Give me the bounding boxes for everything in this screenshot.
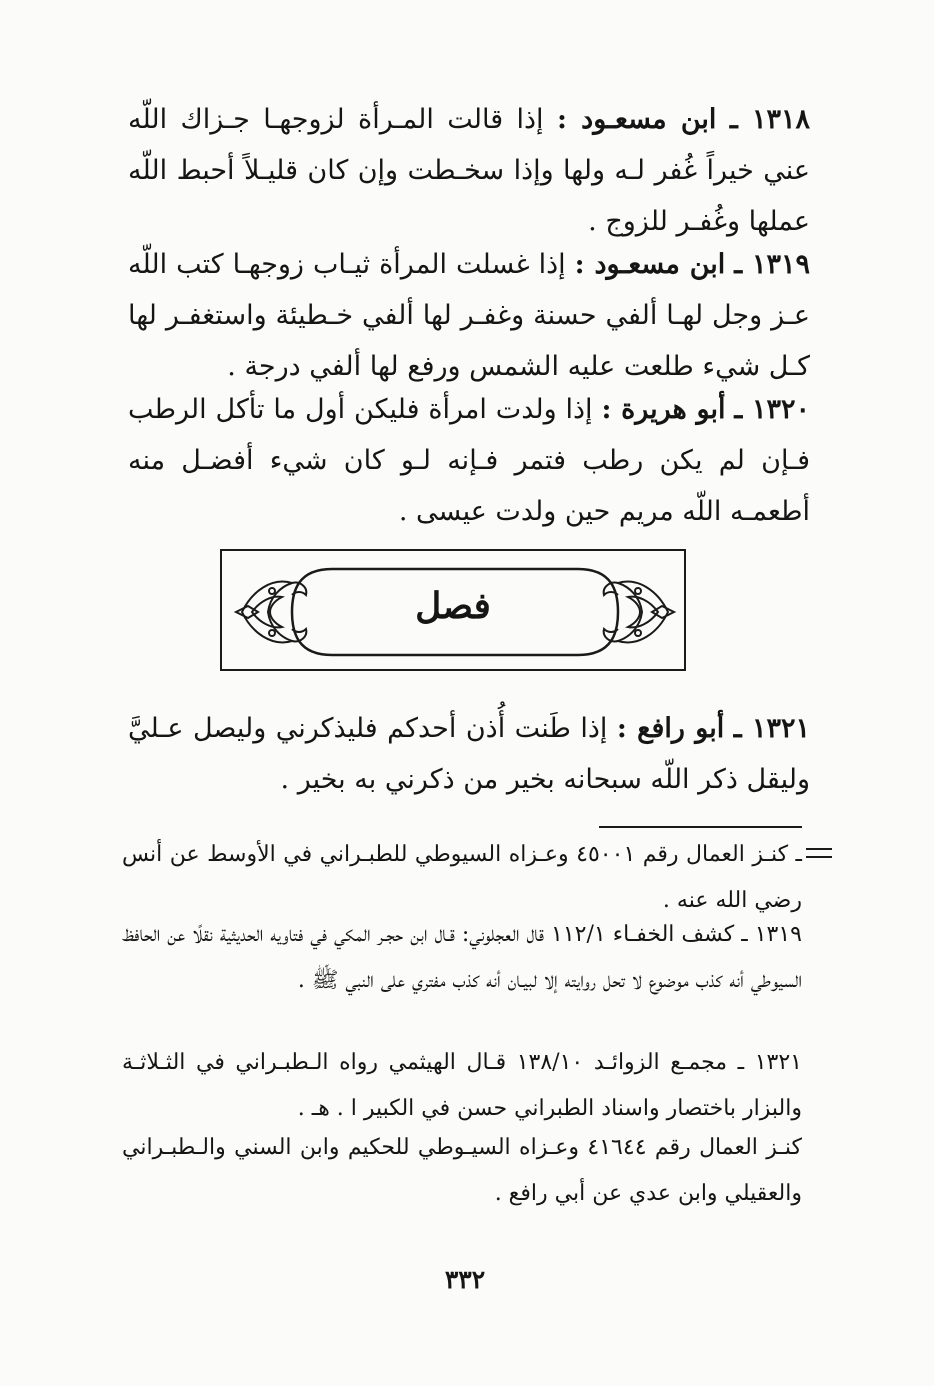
footnote-separator xyxy=(599,826,802,828)
entry-narrator: أبو هريرة : xyxy=(601,394,726,425)
entry-narrator: أبو رافع : xyxy=(616,713,725,744)
entry-text: إذا قالت المـرأة لزوجهـا جـزاك اللّه عني خيراً غُفر لـه ولها وإذا سخـطت وإن كان قليـلاً أحبط اللّه عملها وغُفـر للزوج . xyxy=(128,104,810,237)
footnote: ـ كنـز العمال رقم ٤٥٠٠١ وعـزاه السيوطي للطبـراني في الأوسط عن أنس رضي الله عنه . xyxy=(122,842,803,913)
entry-number: ١٣٢٠ ـ xyxy=(734,394,810,425)
hadith-entry-1318 xyxy=(128,94,810,247)
footnote: ١٣٢١ ـ مجمـع الزوائـد ١٣٨/١٠ قـال الهيثمي رواه الـطبـراني في الثـلاثـة والبزار باختصار واسناد الطبراني حسن في الكبير ا . هـ . xyxy=(122,1050,802,1121)
entry-number: ١٣٢١ ـ xyxy=(733,713,810,744)
entry-number: ١٣١٩ ـ xyxy=(734,249,810,280)
section-title: فصل xyxy=(415,585,491,627)
hadith-entry-1321 xyxy=(128,703,810,805)
entry-text: إذا غسلت المرأة ثيـاب زوجهـا كتب اللّه عـز وجل لهـا ألفي حسنة وغفـر لها ألفي خـطيئة واستغفـر لها كـل شيء طلعت عليه الشمس ورفع لها ألفي درجة . xyxy=(128,249,810,382)
hadith-entry-1320 xyxy=(128,384,810,537)
hadith-entry-1319 xyxy=(128,239,810,392)
entry-narrator: ابن مسعـود : xyxy=(556,104,717,135)
footnote-marker-icon xyxy=(806,848,832,862)
entry-narrator: ابن مسعـود : xyxy=(574,249,726,280)
entry-text: إذا طَنت أُذن أحدكم فليذكرني وليصل عـليَّ وليقل ذكر اللّه سبحانه بخير من ذكرني به بخير . xyxy=(128,713,810,795)
footnote: كنـز العمال رقم ٤١٦٤٤ وعـزاه السيـوطي للحكيم وابن السني والـطبـراني والعقيلي وابن عدي عن أبي رافع . xyxy=(122,1135,802,1206)
section-heading-frame xyxy=(220,549,686,671)
footnote: ١٣١٩ ـ كشف الخفـاء ١١٢/١ قال العجلوني: قـال ابن حجـر المكي في فتاويه الحديثية نقلًا عن الحافظ السيوطي أنه كذب موضوع لا تحل روايته إلا لبيـان أنه كذب مفتري على النبي ﷺ . xyxy=(122,922,802,993)
page-number: ٣٣٢ xyxy=(444,1265,486,1294)
entry-text: إذا ولدت امرأة فليكن أول ما تأكل الرطب فـإن لم يكن رطب فتمر فـإنه لـو كان شيء أفضـل منه أطعمـه اللّه مريم حين ولدت عيسى . xyxy=(128,394,810,527)
entry-number: ١٣١٨ ـ xyxy=(729,104,811,135)
